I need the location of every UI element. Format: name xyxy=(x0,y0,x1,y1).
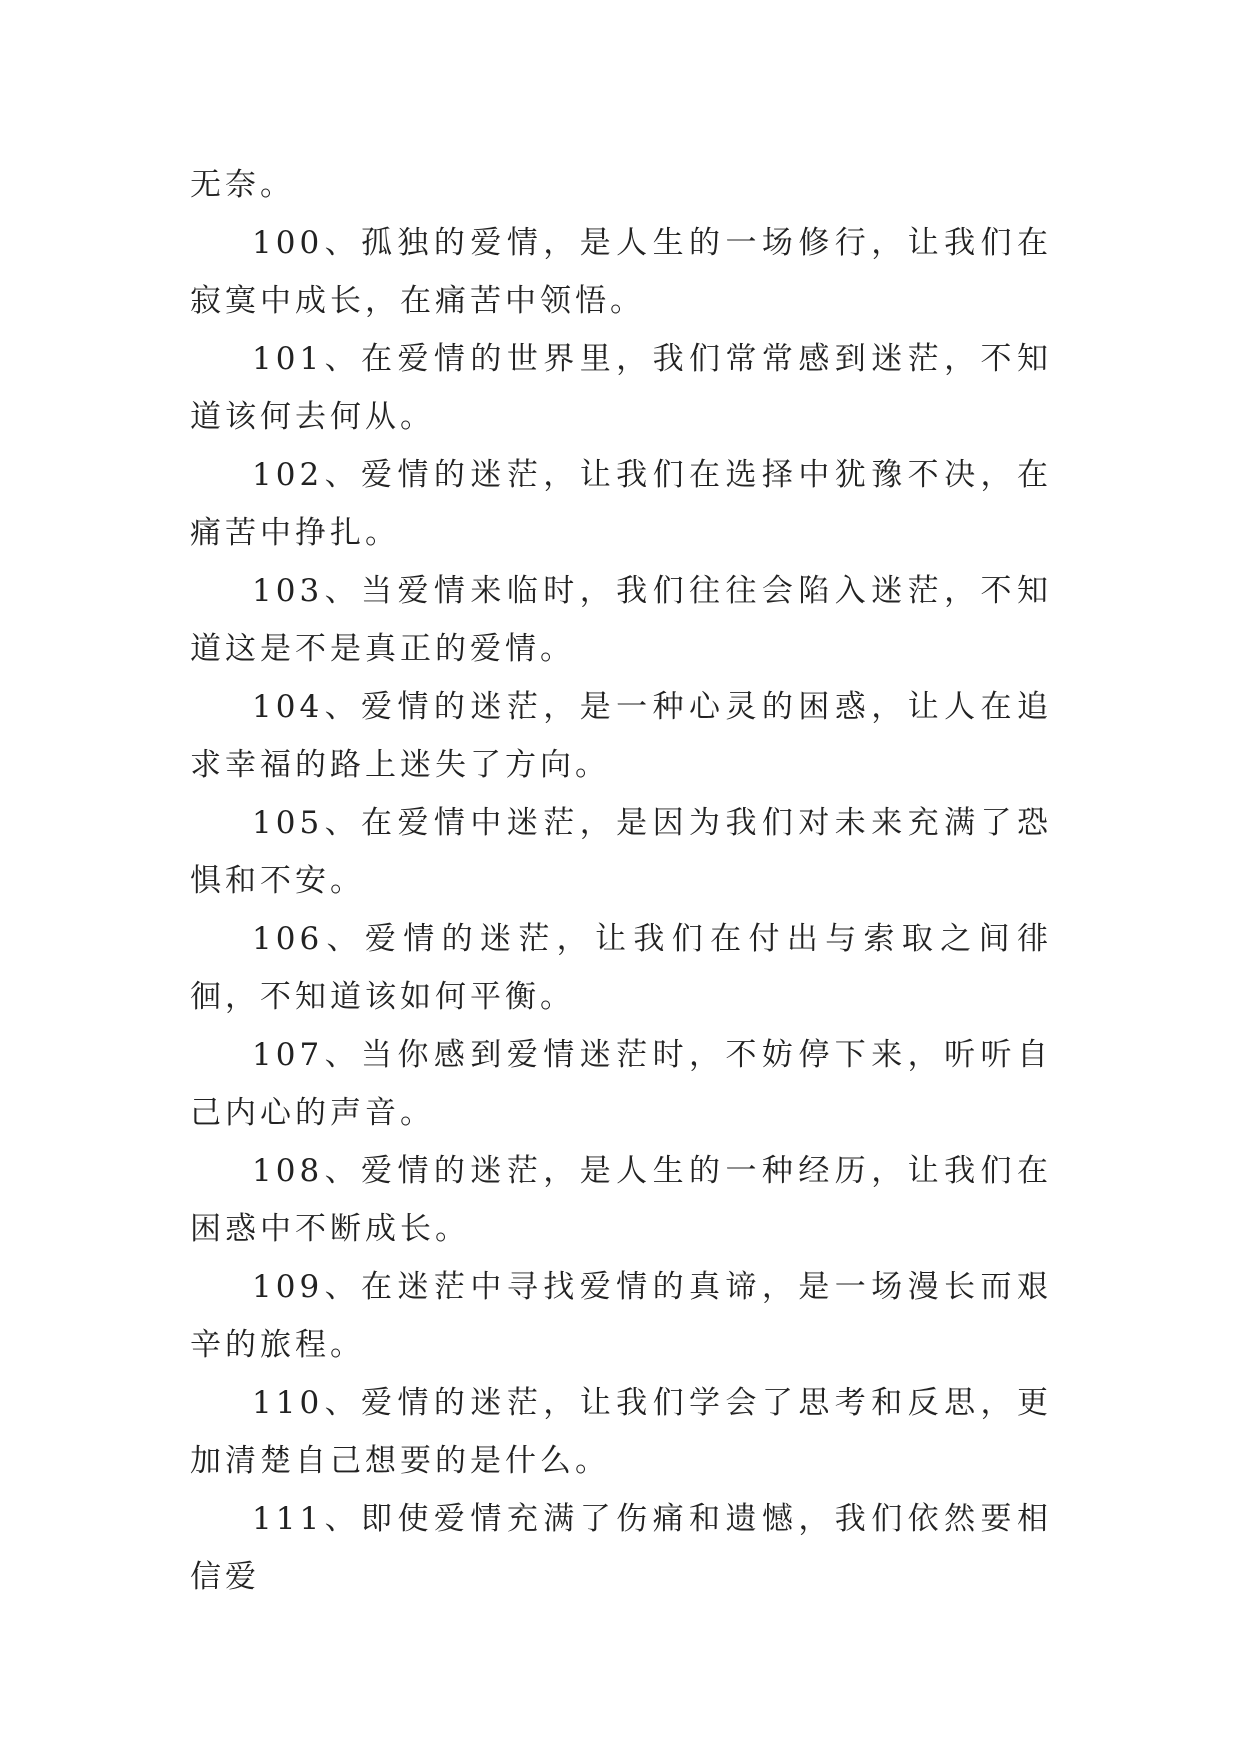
paragraph-111: 111、即使爱情充满了伤痛和遗憾，我们依然要相信爱 xyxy=(190,1501,1052,1595)
paragraph-107: 107、当你感到爱情迷茫时，不妨停下来，听听自己内心的声音。 xyxy=(190,1037,1052,1131)
paragraph-105: 105、在爱情中迷茫，是因为我们对未来充满了恐惧和不安。 xyxy=(190,805,1052,899)
paragraph-108: 108、爱情的迷茫，是人生的一种经历，让我们在困惑中不断成长。 xyxy=(190,1153,1052,1247)
paragraph-103: 103、当爱情来临时，我们往往会陷入迷茫，不知道这是不是真正的爱情。 xyxy=(190,573,1052,667)
paragraph-106: 106、爱情的迷茫，让我们在付出与索取之间徘徊，不知道该如何平衡。 xyxy=(190,921,1052,1015)
paragraph-101: 101、在爱情的世界里，我们常常感到迷茫，不知道该何去何从。 xyxy=(190,341,1052,435)
paragraph-100: 100、孤独的爱情，是人生的一场修行，让我们在寂寞中成长，在痛苦中领悟。 xyxy=(190,225,1052,319)
paragraph-continuation: 无奈。 xyxy=(190,167,295,203)
paragraph-102: 102、爱情的迷茫，让我们在选择中犹豫不决，在痛苦中挣扎。 xyxy=(190,457,1052,551)
paragraph-109: 109、在迷茫中寻找爱情的真谛，是一场漫长而艰辛的旅程。 xyxy=(190,1269,1052,1363)
paragraph-104: 104、爱情的迷茫，是一种心灵的困惑，让人在追求幸福的路上迷失了方向。 xyxy=(190,689,1052,783)
paragraph-110: 110、爱情的迷茫，让我们学会了思考和反思，更加清楚自己想要的是什么。 xyxy=(190,1385,1052,1479)
body-text xyxy=(190,156,1052,1606)
